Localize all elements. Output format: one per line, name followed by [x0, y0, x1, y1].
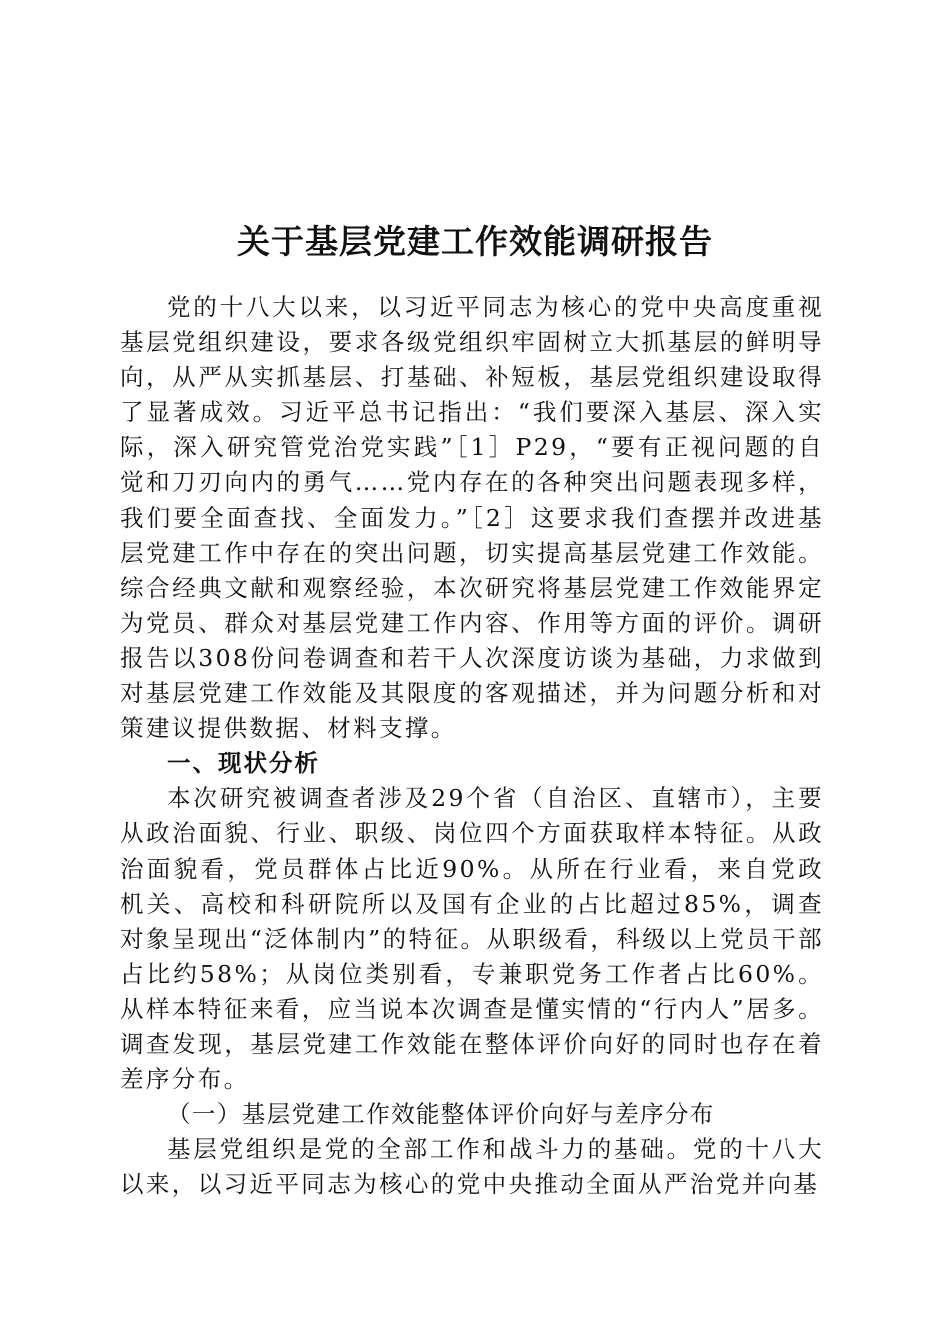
subsection-paragraph: 基层党组织是党的全部工作和战斗力的基础。党的十八大以来，以习近平同志为核心的党中央推动全面从严治党并向基 [120, 1135, 824, 1199]
section-heading: 一、现状分析 [167, 749, 320, 778]
section-paragraph: 本次研究被调查者涉及29个省（自治区、直辖市），主要从政治面貌、行业、职级、岗位四个方面获取样本特征。从政治面貌看，党员群体占比近90%。从所在行业看，来自党政机关、高校和科研院所以及国有企业的占比超过85%，调查对象呈现出“泛体制内”的特征。从职级看，科级以上党员干部占比约58%；从岗位类别看，专兼职党务工作者占比60%。从样本特征来看，应当说本次调查是懂实情的“行内人”居多。调查发现，基层党建工作效能在整体评价向好的同时也存在着差序分布。 [120, 784, 824, 1094]
subsection-heading: （一）基层党建工作效能整体评价向好与差序分布 [167, 1100, 715, 1129]
document-title: 关于基层党建工作效能调研报告 [237, 222, 713, 262]
intro-paragraph: 党的十八大以来，以习近平同志为核心的党中央高度重视基层党组织建设，要求各级党组织牢固树立大抓基层的鲜明导向，从严从实抓基层、打基础、补短板，基层党组织建设取得了显著成效。习近平总书记指出：“我们要深入基层、深入实际，深入研究管党治党实践”［1］P29，“要有正视问题的自觉和刀刃向内的勇气……党内存在的各种突出问题表现多样，我们要全面查找、全面发力。”［2］这要求我们查摆并改进基层党建工作中存在的突出问题，切实提高基层党建工作效能。综合经典文献和观察经验，本次研究将基层党建工作效能界定为党员、群众对基层党建工作内容、作用等方面的评价。调研报告以308份问卷调查和若干人次深度访谈为基础，力求做到对基层党建工作效能及其限度的客观描述，并为问题分析和对策建议提供数据、材料支撑。 [120, 293, 824, 743]
document-body [120, 290, 824, 1202]
